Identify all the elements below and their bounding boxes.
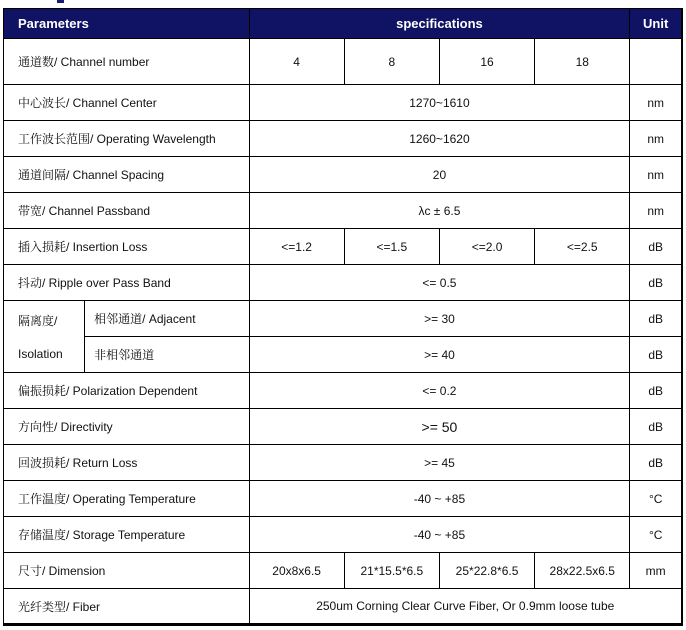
unit-cell: nm [630,121,682,157]
spec-value: >= 30 [249,301,630,337]
spec-value: <=2.0 [439,229,534,265]
param-label: 通道数/ Channel number [4,39,250,85]
unit-cell: dB [630,373,682,409]
spec-value: 20 [249,157,630,193]
spec-value: <= 0.5 [249,265,630,301]
param-label: 中心波长/ Channel Center [4,85,250,121]
spec-value: 28x22.5x6.5 [535,553,630,589]
unit-cell: dB [630,301,682,337]
row-fiber [4,589,683,625]
header-specifications: specifications [249,9,630,39]
isolation-group-label [4,301,85,373]
spec-value: 4 [249,39,344,85]
param-label: 光纤类型/ Fiber [4,589,250,625]
spec-value: 8 [344,39,439,85]
row-insertion-loss [4,229,683,265]
row-channel-spacing [4,157,683,193]
spec-value: 16 [439,39,534,85]
unit-cell: nm [630,85,682,121]
row-isolation-adjacent [4,301,683,337]
spec-value: <= 0.2 [249,373,630,409]
unit-cell: °C [630,517,682,553]
param-label: 尺寸/ Dimension [4,553,250,589]
spec-value: >= 50 [249,409,630,445]
unit-cell: dB [630,409,682,445]
isolation-label-zh: 隔离度/ [18,313,58,328]
spec-value: 20x8x6.5 [249,553,344,589]
unit-cell: °C [630,481,682,517]
param-label: 抖动/ Ripple over Pass Band [4,265,250,301]
header-unit: Unit [630,9,682,39]
param-label: 工作波长范围/ Operating Wavelength [4,121,250,157]
unit-cell: dB [630,229,682,265]
spec-value: <=1.5 [344,229,439,265]
param-label: 方向性/ Directivity [4,409,250,445]
unit-cell [630,39,682,85]
row-operating-temperature [4,481,683,517]
unit-cell: dB [630,337,682,373]
row-channel-center [4,85,683,121]
isolation-label-en: Isolation [18,347,63,362]
spec-value: 18 [535,39,630,85]
unit-cell: nm [630,157,682,193]
specifications-table [3,8,683,626]
param-label: 工作温度/ Operating Temperature [4,481,250,517]
spec-value: <=2.5 [535,229,630,265]
spec-value: >= 40 [249,337,630,373]
row-dimension [4,553,683,589]
spec-value: -40 ~ +85 [249,481,630,517]
row-isolation-nonadjacent [4,337,683,373]
spec-value: <=1.2 [249,229,344,265]
row-operating-wavelength [4,121,683,157]
param-label: 存储温度/ Storage Temperature [4,517,250,553]
unit-cell: mm [630,553,682,589]
spec-value: 1270~1610 [249,85,630,121]
param-label: 回波损耗/ Return Loss [4,445,250,481]
row-polarization [4,373,683,409]
param-label: 通道间隔/ Channel Spacing [4,157,250,193]
unit-cell: dB [630,445,682,481]
row-return-loss [4,445,683,481]
spec-value: 25*22.8*6.5 [439,553,534,589]
spec-value: 250um Corning Clear Curve Fiber, Or 0.9mm loose tube [249,589,682,625]
param-label: 偏振损耗/ Polarization Dependent [4,373,250,409]
row-channel-number [4,39,683,85]
spec-value: 21*15.5*6.5 [344,553,439,589]
unit-cell: nm [630,193,682,229]
spec-value: -40 ~ +85 [249,517,630,553]
param-label: 插入损耗/ Insertion Loss [4,229,250,265]
row-directivity [4,409,683,445]
cropped-text-artifact [57,0,64,3]
row-storage-temperature [4,517,683,553]
spec-value: >= 45 [249,445,630,481]
spec-value: λc ± 6.5 [249,193,630,229]
unit-cell: dB [630,265,682,301]
header-parameters: Parameters [4,9,250,39]
table-header-row [4,9,683,39]
row-ripple [4,265,683,301]
param-sub-label: 非相邻通道 [85,337,249,373]
spec-value: 1260~1620 [249,121,630,157]
param-sub-label: 相邻通道/ Adjacent [85,301,249,337]
row-channel-passband [4,193,683,229]
param-label: 带宽/ Channel Passband [4,193,250,229]
